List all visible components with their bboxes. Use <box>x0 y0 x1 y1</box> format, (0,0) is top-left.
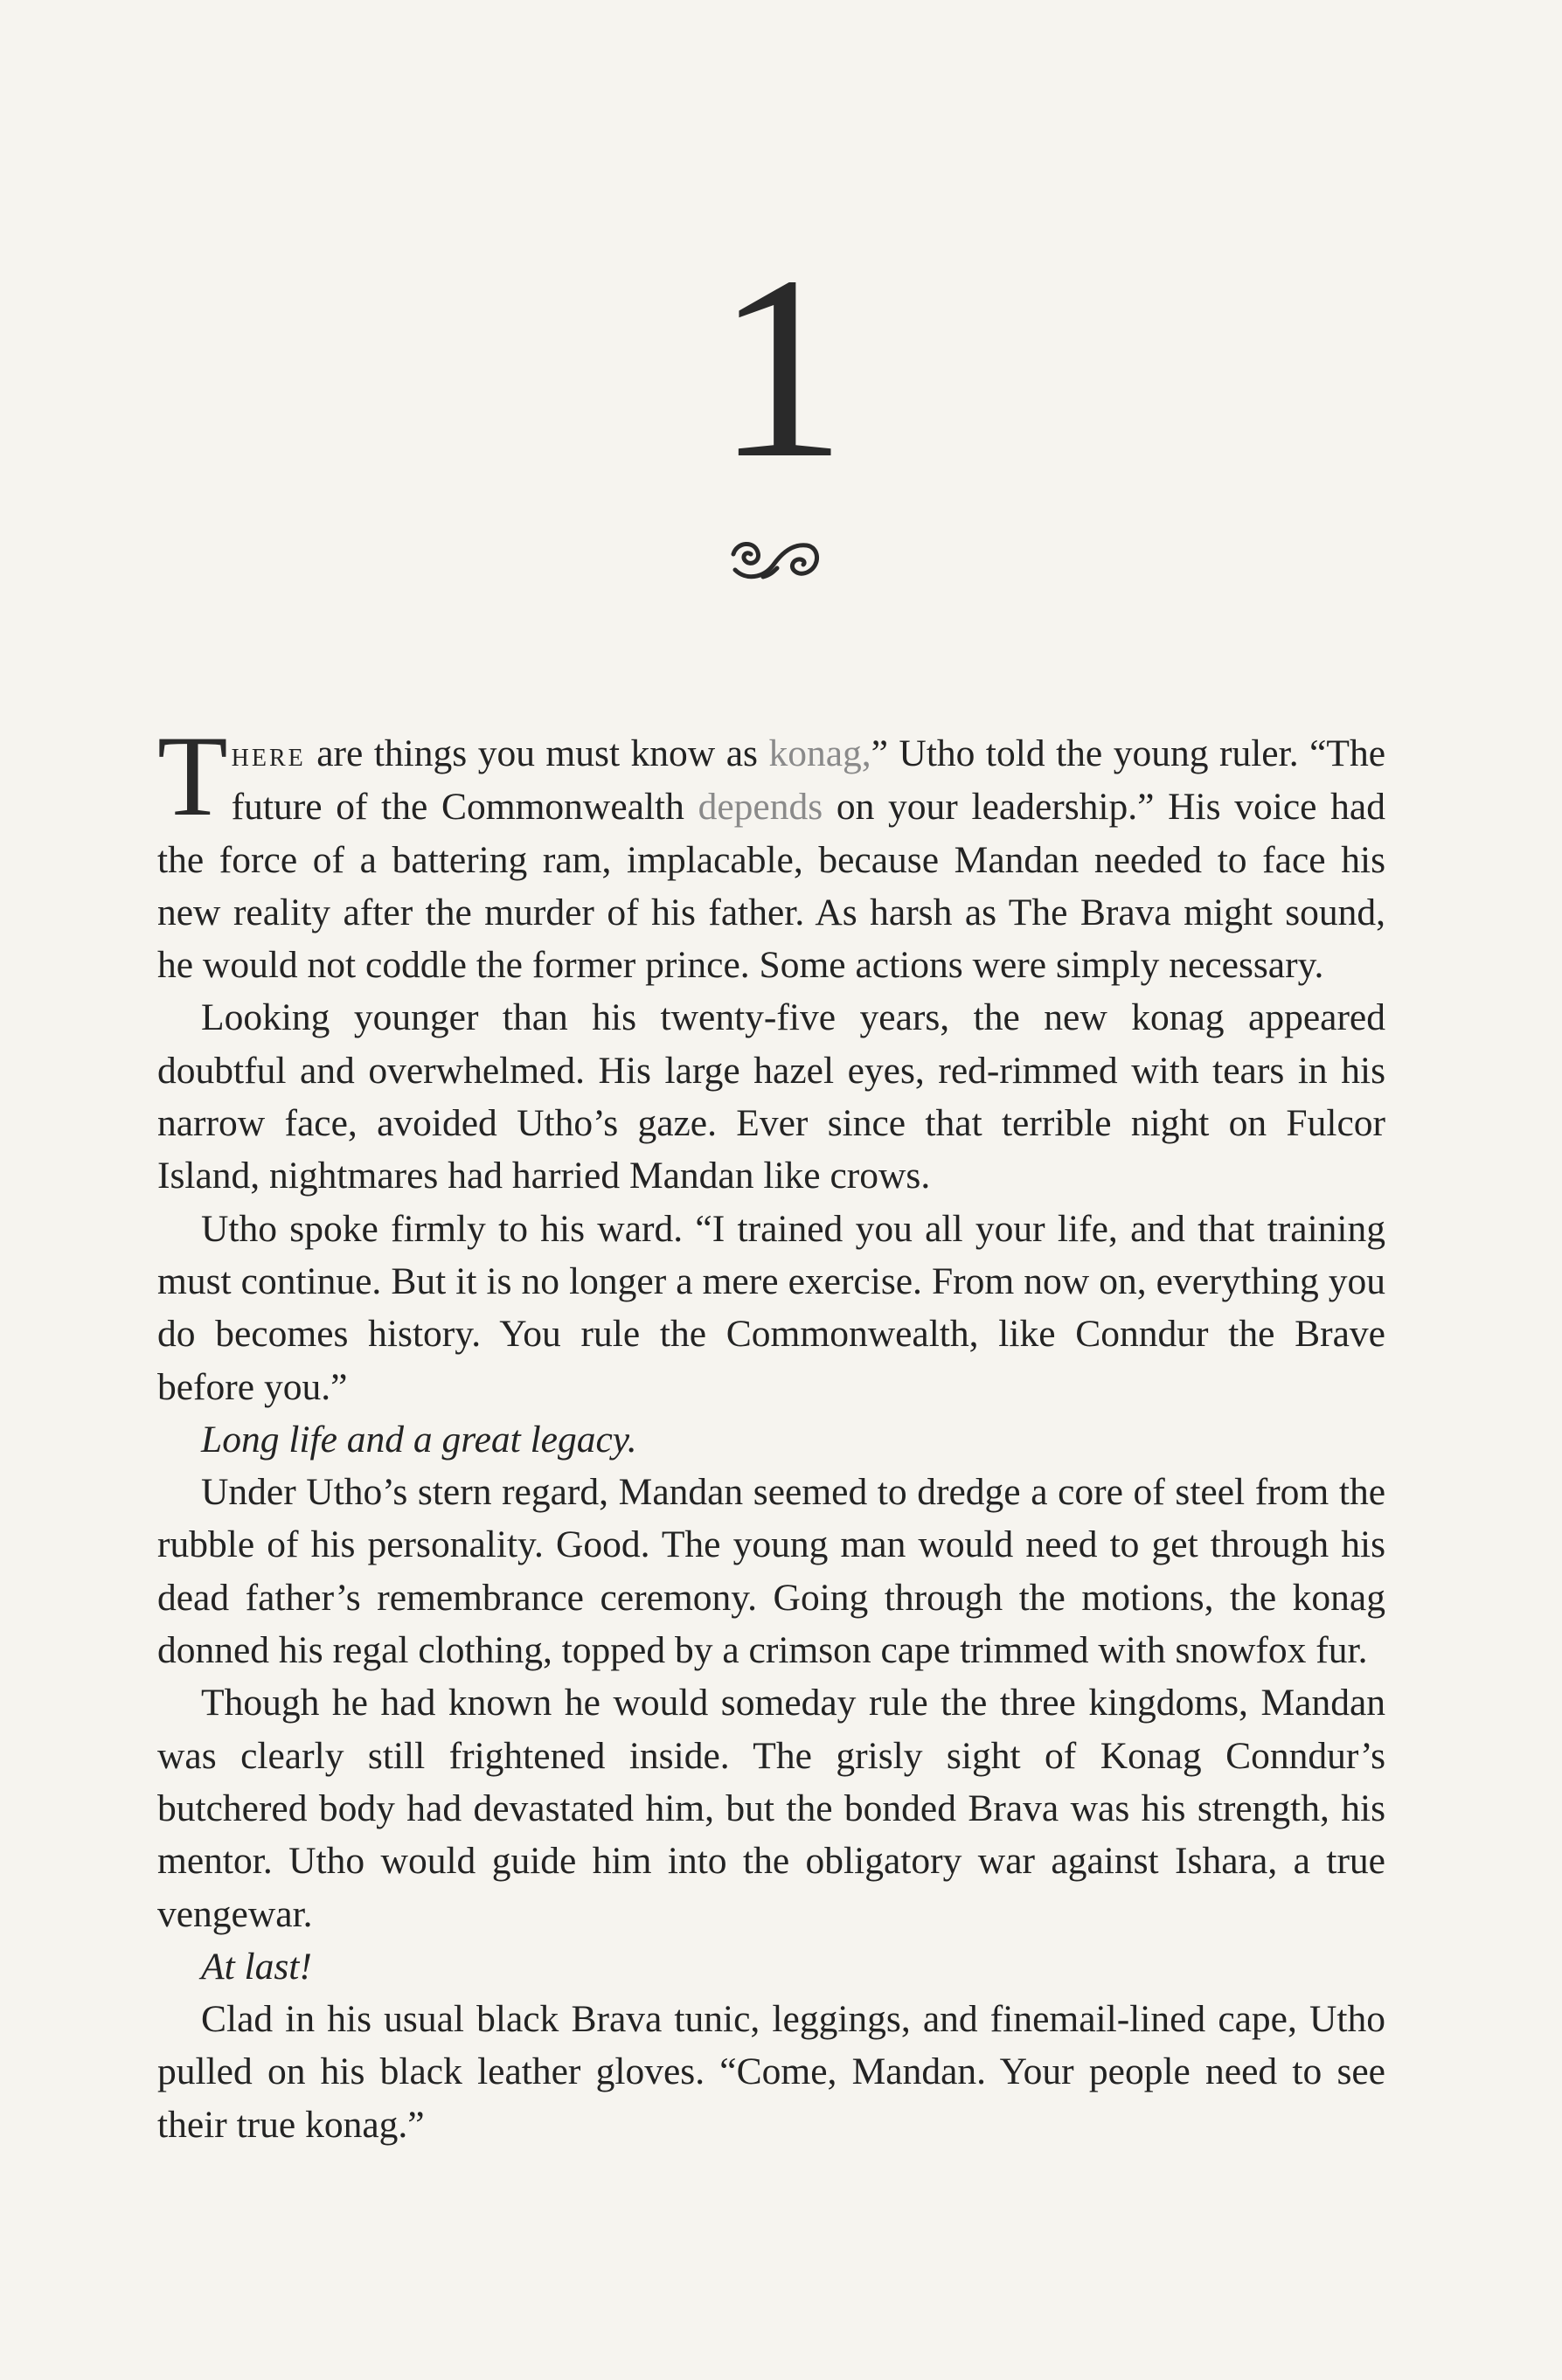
drop-cap: T <box>157 711 228 840</box>
swirl-ornament-icon <box>728 535 824 586</box>
paragraph-1-part-a: are things you must know as <box>305 732 769 774</box>
paragraph-1-part-c: on your leadership.” His voice had the force of a battering ram, implacable, because Mandan needed to face his new reality after the murder of his father. As harsh as The Brava might sound, he would not coddle the former prince. Some actions were simply necessary. <box>157 786 1385 987</box>
chapter-text <box>157 711 1386 2151</box>
faded-word-depends: depends <box>698 786 823 829</box>
paragraph-6: Though he had known he would someday rule the three kingdoms, Mandan was clearly still frightened inside. The grisly sight of Konag Conndur’s butchered body had devastated him, but the bonded Brava was his strength, his mentor. Utho would guide him into the obligatory war against Ishara, a true vengewar. <box>157 1682 1385 1935</box>
paragraph-5: Under Utho’s stern regard, Mandan seemed to dredge a core of steel from the rubble of his personality. Good. The young man would need to get through his dead father’s remembrance ceremony. Going through the motions, the konag donned his regal clothing, topped by a crimson cape trimmed with snowfox fur. <box>157 1471 1385 1672</box>
paragraph-4-italic: Long life and a great legacy. <box>201 1418 637 1461</box>
paragraph-1 <box>157 711 1386 991</box>
chapter-number: 1 <box>715 222 847 512</box>
paragraph-2: Looking younger than his twenty-five years, the new konag appeared doubtful and overwhelmed. His large hazel eyes, red-rimmed with tears in his narrow face, avoided Utho’s gaze. Ever since that terrible night on Fulcor Island, nightmares had harried Mandan like crows. <box>157 996 1385 1197</box>
paragraph-1-part-b: ” Utho told the young ruler. “The future of the Commonwealth <box>231 732 1386 829</box>
opening-small-caps: here <box>231 734 306 774</box>
paragraph-8: Clad in his usual black Brava tunic, leggings, and finemail-lined cape, Utho pulled on his black leather gloves. “Come, Mandan. Your people need to see their true konag.” <box>157 1998 1385 2146</box>
paragraph-3: Utho spoke firmly to his ward. “I trained you all your life, and that training must continue. But it is no longer a mere exercise. From now on, everything you do becomes history. You rule the Commonwealth, like Conndur the Brave before you.” <box>157 1207 1385 1408</box>
faded-word-konag: konag, <box>768 732 871 774</box>
paragraph-7-italic: At last! <box>201 1945 312 1988</box>
